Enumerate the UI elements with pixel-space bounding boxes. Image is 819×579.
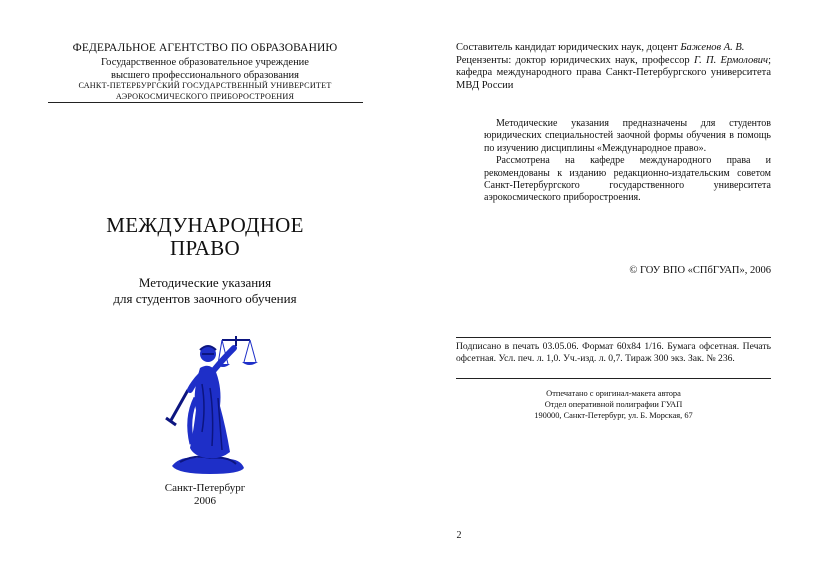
reviewer-name: Г. П. Ермолович [693,54,769,66]
themis-justice-statue-icon [150,328,270,478]
description-block [484,118,771,205]
description-paragraph: Рассмотрена на кафедре международного права и рекомендованы к изданию редакционно-издательским советом Санкт-Петербургского государственного университета аэрокосмического приборостроения. [484,155,771,204]
institution-line: Государственное образовательное учреждение [101,57,309,68]
imprint-top-divider [456,337,771,338]
university-name [40,81,370,102]
compiler-prefix: Составитель кандидат юридических наук, доцент [456,42,681,53]
copyright-notice: © ГОУ ВПО «СПбГУАП», 2006 [629,265,771,276]
compiler-line [456,42,771,55]
reviewers-prefix: Рецензенты: доктор юридических наук, профессор [456,54,694,66]
publication-place [40,482,370,508]
year: 2006 [194,495,216,507]
institution-line: высшего профессионального образования [111,70,299,81]
document-title [40,214,370,260]
university-line: АЭРОКОСМИЧЕСКОГО ПРИБОРОСТРОЕНИЯ [115,91,295,101]
printer-line: Отпечатано с оригинал-макета автора [546,389,681,398]
compiler-name: Баженов А. В. [680,42,745,53]
title-line: ПРАВО [170,236,240,260]
agency-name: ФЕДЕРАЛЬНОЕ АГЕНТСТВО ПО ОБРАЗОВАНИЮ [72,42,338,54]
imprint-bottom-divider [456,378,771,379]
subtitle-line: Методические указания [138,275,272,290]
printer-info [456,389,771,421]
authors-block [456,42,771,92]
printer-line: 190000, Санкт-Петербург, ул. Б. Морская, 67 [534,410,693,420]
institution-type [40,56,370,82]
description-paragraph: Методические указания предназначены для студентов юридических специальностей заочной формы обучения в помощь по изучению дисциплины «Международное право». [484,118,771,154]
city: Санкт-Петербург [164,482,246,494]
subtitle-line: для студентов заочного обучения [113,291,297,306]
university-line: САНКТ-ПЕТЕРБУРГСКИЙ ГОСУДАРСТВЕННЫЙ УНИВЕРСИТЕТ [78,81,332,90]
reviewers-line [456,55,771,93]
page-number: 2 [456,530,462,541]
title-line: МЕЖДУНАРОДНОЕ [106,213,304,237]
header-divider [48,102,363,103]
document-subtitle [40,275,370,307]
printer-line: Отдел оперативной полиграфии ГУАП [544,399,683,409]
reviewers-suffix: ; кафедра международного права Санкт-Петербургского университета МВД России [456,54,771,91]
print-details: Подписано в печать 03.05.06. Формат 60x84 1/16. Бумага офсетная. Печать офсетная. Усл. печ. л. 1,0. Уч.-изд. л. 0,7. Тираж 300 экз. Зак. № 236. [456,341,771,364]
